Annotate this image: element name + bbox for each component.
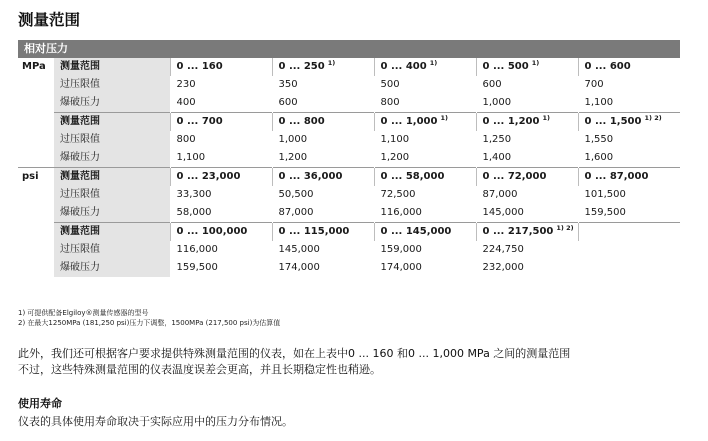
table-cell: 800 bbox=[374, 94, 476, 113]
pressure-range-table bbox=[18, 40, 680, 277]
paragraph-line-2: 不过，这些特殊测量范围的仪表温度误差会更高，并且长期稳定性也稍逊。 bbox=[18, 363, 381, 376]
table-cell: 58,000 bbox=[170, 204, 272, 223]
table-cell: 1,550 bbox=[578, 131, 680, 149]
table-cell: 0 ... 72,000 bbox=[476, 168, 578, 187]
table-cell: 159,000 bbox=[374, 241, 476, 259]
table-cell bbox=[578, 259, 680, 277]
table-cell: 0 ... 115,000 bbox=[272, 223, 374, 242]
table-cell: 0 ... 100,000 bbox=[170, 223, 272, 242]
table-cell: 87,000 bbox=[272, 204, 374, 223]
footnote-ref: 1) bbox=[327, 59, 336, 67]
row-label: 爆破压力 bbox=[54, 149, 170, 168]
table-cell: 232,000 bbox=[476, 259, 578, 277]
table-cell: 145,000 bbox=[476, 204, 578, 223]
row-label: 爆破压力 bbox=[54, 204, 170, 223]
table-cell: 600 bbox=[272, 94, 374, 113]
footnote-ref: 1) 2) bbox=[644, 114, 662, 122]
footnote-ref: 1) bbox=[542, 114, 550, 122]
row-label: 过压限值 bbox=[54, 131, 170, 149]
table-cell: 87,000 bbox=[476, 186, 578, 204]
table-cell: 350 bbox=[272, 76, 374, 94]
paragraph-line-1: 此外，我们还可根据客户要求提供特殊测量范围的仪表，如在上表中0 ... 160 和0 ... 1,000 MPa 之间的测量范围 bbox=[18, 347, 571, 360]
row-label: 爆破压力 bbox=[54, 94, 170, 113]
row-label: 测量范围 bbox=[54, 113, 170, 132]
section-paragraph: 仪表的具体使用寿命取决于实际应用中的压力分布情况。 bbox=[18, 415, 293, 428]
row-label: 测量范围 bbox=[54, 168, 170, 187]
footnote-2: 2) 在最大1250MPa (181,250 psi)压力下调整，1500MPa (217,500 psi)为估算值 bbox=[18, 319, 281, 327]
section-heading: 使用寿命 bbox=[18, 397, 62, 410]
table-cell: 1,200 bbox=[374, 149, 476, 168]
row-label: 过压限值 bbox=[54, 186, 170, 204]
table-row bbox=[18, 58, 680, 76]
table-row bbox=[18, 204, 680, 223]
table-cell: 1,200 bbox=[272, 149, 374, 168]
table-cell: 500 bbox=[374, 76, 476, 94]
table-cell: 0 ... 1,000 $^{1)}$ bbox=[374, 113, 476, 132]
table-cell: 0 ... 1,500 $^{1) 2)}$ bbox=[578, 113, 680, 132]
table-row bbox=[18, 168, 680, 187]
table-cell: 0 ... 36,000 bbox=[272, 168, 374, 187]
unit-label: MPa bbox=[22, 61, 46, 72]
table-cell: 0 ... 160 bbox=[170, 58, 272, 76]
table-cell: 600 bbox=[476, 76, 578, 94]
table-cell: 0 ... 700 bbox=[170, 113, 272, 132]
table-cell: 174,000 bbox=[374, 259, 476, 277]
table-cell: 800 bbox=[170, 131, 272, 149]
table-cell: 0 ... 500 $^{1)}$ bbox=[476, 58, 578, 76]
footnotes bbox=[18, 308, 280, 328]
table-cell: 0 ... 145,000 bbox=[374, 223, 476, 242]
table-row bbox=[18, 149, 680, 168]
table-cell: 159,500 bbox=[578, 204, 680, 223]
table-cell: 50,500 bbox=[272, 186, 374, 204]
table-row bbox=[18, 259, 680, 277]
table-cell bbox=[578, 241, 680, 259]
table-cell: 145,000 bbox=[272, 241, 374, 259]
table-cell: 400 bbox=[170, 94, 272, 113]
table-cell: 1,100 bbox=[170, 149, 272, 168]
table-cell: 0 ... 58,000 bbox=[374, 168, 476, 187]
table-row bbox=[18, 113, 680, 132]
body-paragraph bbox=[18, 346, 570, 378]
footnote-1: 1) 可提供配备Elgiloy®测量传感器的型号 bbox=[18, 309, 149, 317]
table-row bbox=[18, 76, 680, 94]
table-cell: 101,500 bbox=[578, 186, 680, 204]
footnote-ref: 1) bbox=[531, 59, 540, 67]
table-row bbox=[18, 241, 680, 259]
table-row bbox=[18, 94, 680, 113]
table-cell: 0 ... 23,000 bbox=[170, 168, 272, 187]
table-cell: 1,600 bbox=[578, 149, 680, 168]
table-cell: 116,000 bbox=[374, 204, 476, 223]
table-cell bbox=[578, 223, 680, 242]
table-cell: 72,500 bbox=[374, 186, 476, 204]
table-cell: 700 bbox=[578, 76, 680, 94]
table-header: 相对压力 bbox=[18, 40, 680, 58]
table-cell: 230 bbox=[170, 76, 272, 94]
table-cell: 1,400 bbox=[476, 149, 578, 168]
range-table-body bbox=[18, 58, 680, 277]
footnote-ref: 1) bbox=[440, 114, 448, 122]
row-label: 过压限值 bbox=[54, 241, 170, 259]
table-cell: 174,000 bbox=[272, 259, 374, 277]
table-cell: 0 ... 400 $^{1)}$ bbox=[374, 58, 476, 76]
table-cell: 0 ... 600 bbox=[578, 58, 680, 76]
table-cell: 224,750 bbox=[476, 241, 578, 259]
row-label: 测量范围 bbox=[54, 58, 170, 76]
table-cell: 159,500 bbox=[170, 259, 272, 277]
table-cell: 1,100 bbox=[578, 94, 680, 113]
table-cell: 116,000 bbox=[170, 241, 272, 259]
row-label: 测量范围 bbox=[54, 223, 170, 242]
table-cell: 0 ... 217,500 $^{1) 2)}$ bbox=[476, 223, 578, 242]
table-cell: 0 ... 1,200 $^{1)}$ bbox=[476, 113, 578, 132]
footnote-ref: 1) bbox=[429, 59, 438, 67]
footnote-ref: 1) 2) bbox=[556, 224, 574, 232]
table-cell: 33,300 bbox=[170, 186, 272, 204]
table-cell: 1,000 bbox=[476, 94, 578, 113]
row-label: 过压限值 bbox=[54, 76, 170, 94]
page-title: 测量范围 bbox=[18, 11, 81, 29]
table-row bbox=[18, 223, 680, 242]
unit-label: psi bbox=[18, 168, 54, 278]
table-cell: 1,100 bbox=[374, 131, 476, 149]
table-cell: 0 ... 250 $^{1)}$ bbox=[272, 58, 374, 76]
table-row bbox=[18, 186, 680, 204]
table-cell: 0 ... 800 bbox=[272, 113, 374, 132]
table-row bbox=[18, 131, 680, 149]
table-cell: 1,250 bbox=[476, 131, 578, 149]
table-cell: 0 ... 87,000 bbox=[578, 168, 680, 187]
row-label: 爆破压力 bbox=[54, 259, 170, 277]
table-cell: 1,000 bbox=[272, 131, 374, 149]
